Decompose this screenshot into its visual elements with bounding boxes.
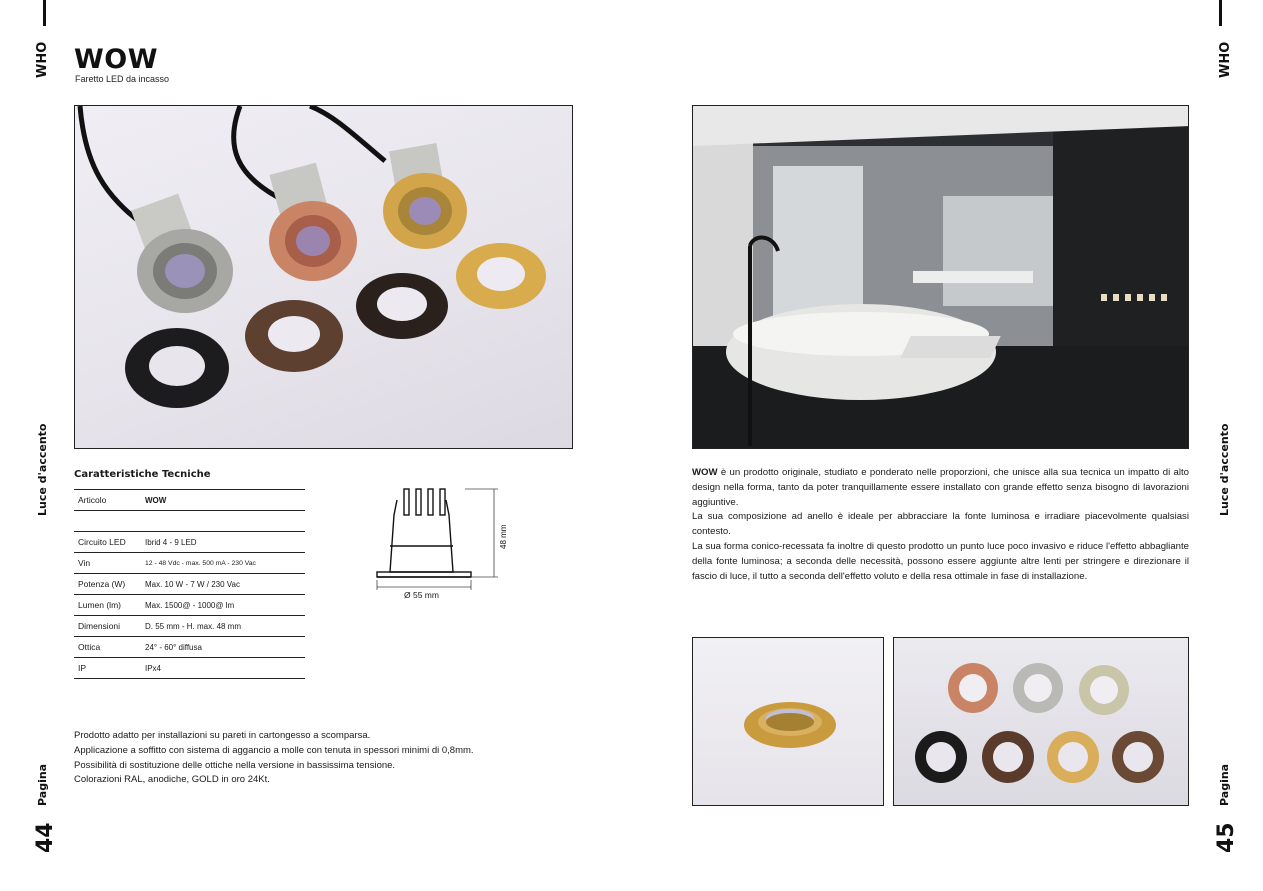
note-line: Possibilità di sostituzione delle ottiche nella versione in bassissima tensione.: [74, 759, 396, 771]
spec-label: Dimensioni: [74, 616, 141, 637]
left-side-header: WHO: [35, 41, 50, 78]
spec-label: Lumen (lm): [74, 595, 141, 616]
right-top-bar: [1219, 0, 1222, 26]
table-row: [74, 658, 305, 679]
left-side-page-label: Pagina: [36, 763, 49, 806]
table-row: [74, 574, 305, 595]
spec-label: Ottica: [74, 637, 141, 658]
description-paragraph-1: [692, 466, 1189, 510]
spec-value: 12 - 48 Vdc - max. 500 mA - 230 Vac: [141, 553, 305, 574]
table-row: [74, 616, 305, 637]
description-paragraph-3: La sua forma conico-recessata fa inoltre di questo prodotto un punto luce poco invasivo e riduce l'effetto abbagliante della fonte luminosa; a seconda delle necessità, possono essere aggiunte altre lenti per stringere e direzionare il fascio di luce, il tutto a seconda dell'effetto voluto e della resa ottimale in fase di installazione.: [692, 540, 1189, 582]
right-side-page-label: Pagina: [1218, 763, 1231, 806]
diagram-diameter-label: Ø 55 mm: [404, 590, 439, 600]
right-page-number: 45: [1214, 822, 1239, 853]
spec-label: Vin: [74, 553, 141, 574]
installation-notes: [74, 729, 474, 788]
spec-value: [141, 511, 305, 532]
product-title: WOW: [74, 44, 159, 75]
product-photo-spotlights: [74, 105, 573, 449]
description-text: è un prodotto originale, studiato e ponderato nelle proporzioni, che unisce alla sua tecnica un impatto di alto design nella forma, tanto da poter tranquillamente essere installato con grande effetto senza bisogno di lavorazioni aggiuntive.: [692, 467, 1189, 508]
product-description: [692, 466, 1189, 584]
left-side-section: Luce d'accento: [36, 423, 49, 516]
spec-value: Max. 10 W - 7 W / 230 Vac: [141, 574, 305, 595]
technical-drawing: [370, 484, 515, 604]
spec-label: Circuito LED: [74, 532, 141, 553]
bathroom-photo: [692, 105, 1189, 449]
gold-ring-photo: [692, 637, 884, 806]
rings-colors-photo: [893, 637, 1189, 806]
table-row: [74, 595, 305, 616]
right-side-header: WHO: [1218, 41, 1233, 78]
right-side-section: Luce d'accento: [1218, 423, 1231, 516]
spec-label: Articolo: [74, 490, 141, 511]
specs-title: Caratteristiche Tecniche: [74, 469, 211, 480]
spec-value: 24° - 60° diffusa: [141, 637, 305, 658]
specs-table: [74, 489, 305, 679]
spec-value: D. 55 mm - H. max. 48 mm: [141, 616, 305, 637]
left-page-number: 44: [33, 822, 58, 853]
spec-value: Max. 1500@ - 1000@ lm: [141, 595, 305, 616]
table-row: [74, 490, 305, 511]
spec-label: IP: [74, 658, 141, 679]
description-lead: WOW: [692, 467, 718, 478]
spec-value: IPx4: [141, 658, 305, 679]
table-row: [74, 637, 305, 658]
table-row: [74, 532, 305, 553]
spec-value: Ibrid 4 - 9 LED: [141, 532, 305, 553]
note-line: Prodotto adatto per installazioni su pareti in cartongesso a scomparsa.: [74, 730, 371, 741]
spec-label: [74, 511, 141, 532]
description-paragraph-2: La sua composizione ad anello è ideale per abbracciare la fonte luminosa e irradiare piacevolmente qualsiasi contesto.: [692, 511, 1189, 538]
spec-value: WOW: [141, 490, 305, 511]
table-row: [74, 553, 305, 574]
table-row: [74, 511, 305, 532]
diagram-height-label: 48 mm: [499, 524, 508, 549]
spec-label: Potenza (W): [74, 574, 141, 595]
left-top-bar: [43, 0, 46, 26]
note-line: Colorazioni RAL, anodiche, GOLD in oro 24Kt.: [74, 774, 270, 786]
note-line: Applicazione a soffitto con sistema di aggancio a molle con tenuta in spessori minimi di 0,8mm.: [74, 744, 474, 756]
product-subtitle: Faretto LED da incasso: [75, 74, 170, 84]
